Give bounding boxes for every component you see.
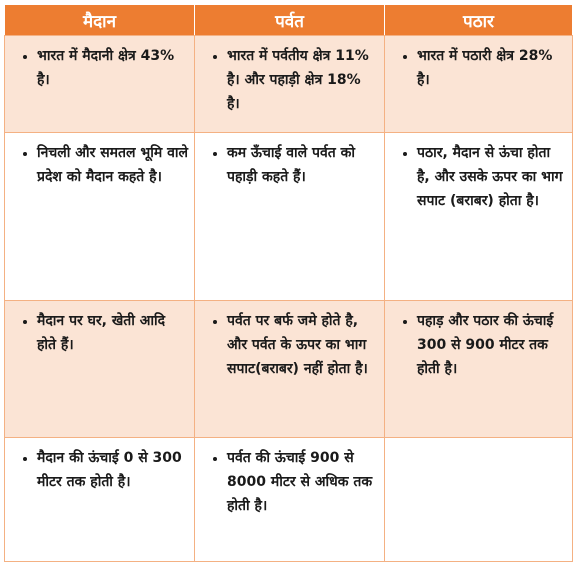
table-cell xyxy=(195,301,385,438)
bullet-item: • भारत में पठारी क्षेत्र 28% है। xyxy=(417,44,566,92)
table-cell xyxy=(385,301,573,438)
table-row xyxy=(5,301,573,438)
table-cell xyxy=(5,133,195,301)
table-row xyxy=(5,438,573,562)
table-cell xyxy=(5,438,195,562)
table-cell xyxy=(5,36,195,133)
table-cell xyxy=(195,133,385,301)
table-row xyxy=(5,133,573,301)
bullet-item: • मैदान की ऊंचाई 0 से 300 मीटर तक होती है। xyxy=(37,446,188,494)
header-row xyxy=(5,5,573,36)
bullet-item: • पहाड़ और पठार की ऊंचाई 300 से 900 मीटर तक होती है। xyxy=(417,309,566,381)
table-cell xyxy=(195,438,385,562)
bullet-item: • निचली और समतल भूमि वाले प्रदेश को मैदान कहते है। xyxy=(37,141,188,189)
table-cell xyxy=(385,438,573,562)
header-mountains: पर्वत xyxy=(195,5,385,36)
bullet-item: • कम ऊँचाई वाले पर्वत को पहाड़ी कहते हैं। xyxy=(227,141,378,189)
table-cell xyxy=(5,301,195,438)
table-cell xyxy=(385,133,573,301)
comparison-table xyxy=(4,4,573,562)
bullet-item: • पर्वत की ऊंचाई 900 से 8000 मीटर से अधिक तक होती है। xyxy=(227,446,378,518)
bullet-item: • मैदान पर घर, खेती आदि होते हैं। xyxy=(37,309,188,357)
header-plains: मैदान xyxy=(5,5,195,36)
bullet-item: • भारत में मैदानी क्षेत्र 43% है। xyxy=(37,44,188,92)
bullet-item: • भारत में पर्वतीय क्षेत्र 11% है। और पहाड़ी क्षेत्र 18% है। xyxy=(227,44,378,116)
bullet-item: • पठार, मैदान से ऊंचा होता है, और उसके ऊपर का भाग सपाट (बराबर) होता है। xyxy=(417,141,566,213)
table-cell xyxy=(385,36,573,133)
table-cell xyxy=(195,36,385,133)
table-row xyxy=(5,36,573,133)
header-plateau: पठार xyxy=(385,5,573,36)
bullet-item: • पर्वत पर बर्फ जमे होते है, और पर्वत के ऊपर का भाग सपाट(बराबर) नहीं होता है। xyxy=(227,309,378,381)
